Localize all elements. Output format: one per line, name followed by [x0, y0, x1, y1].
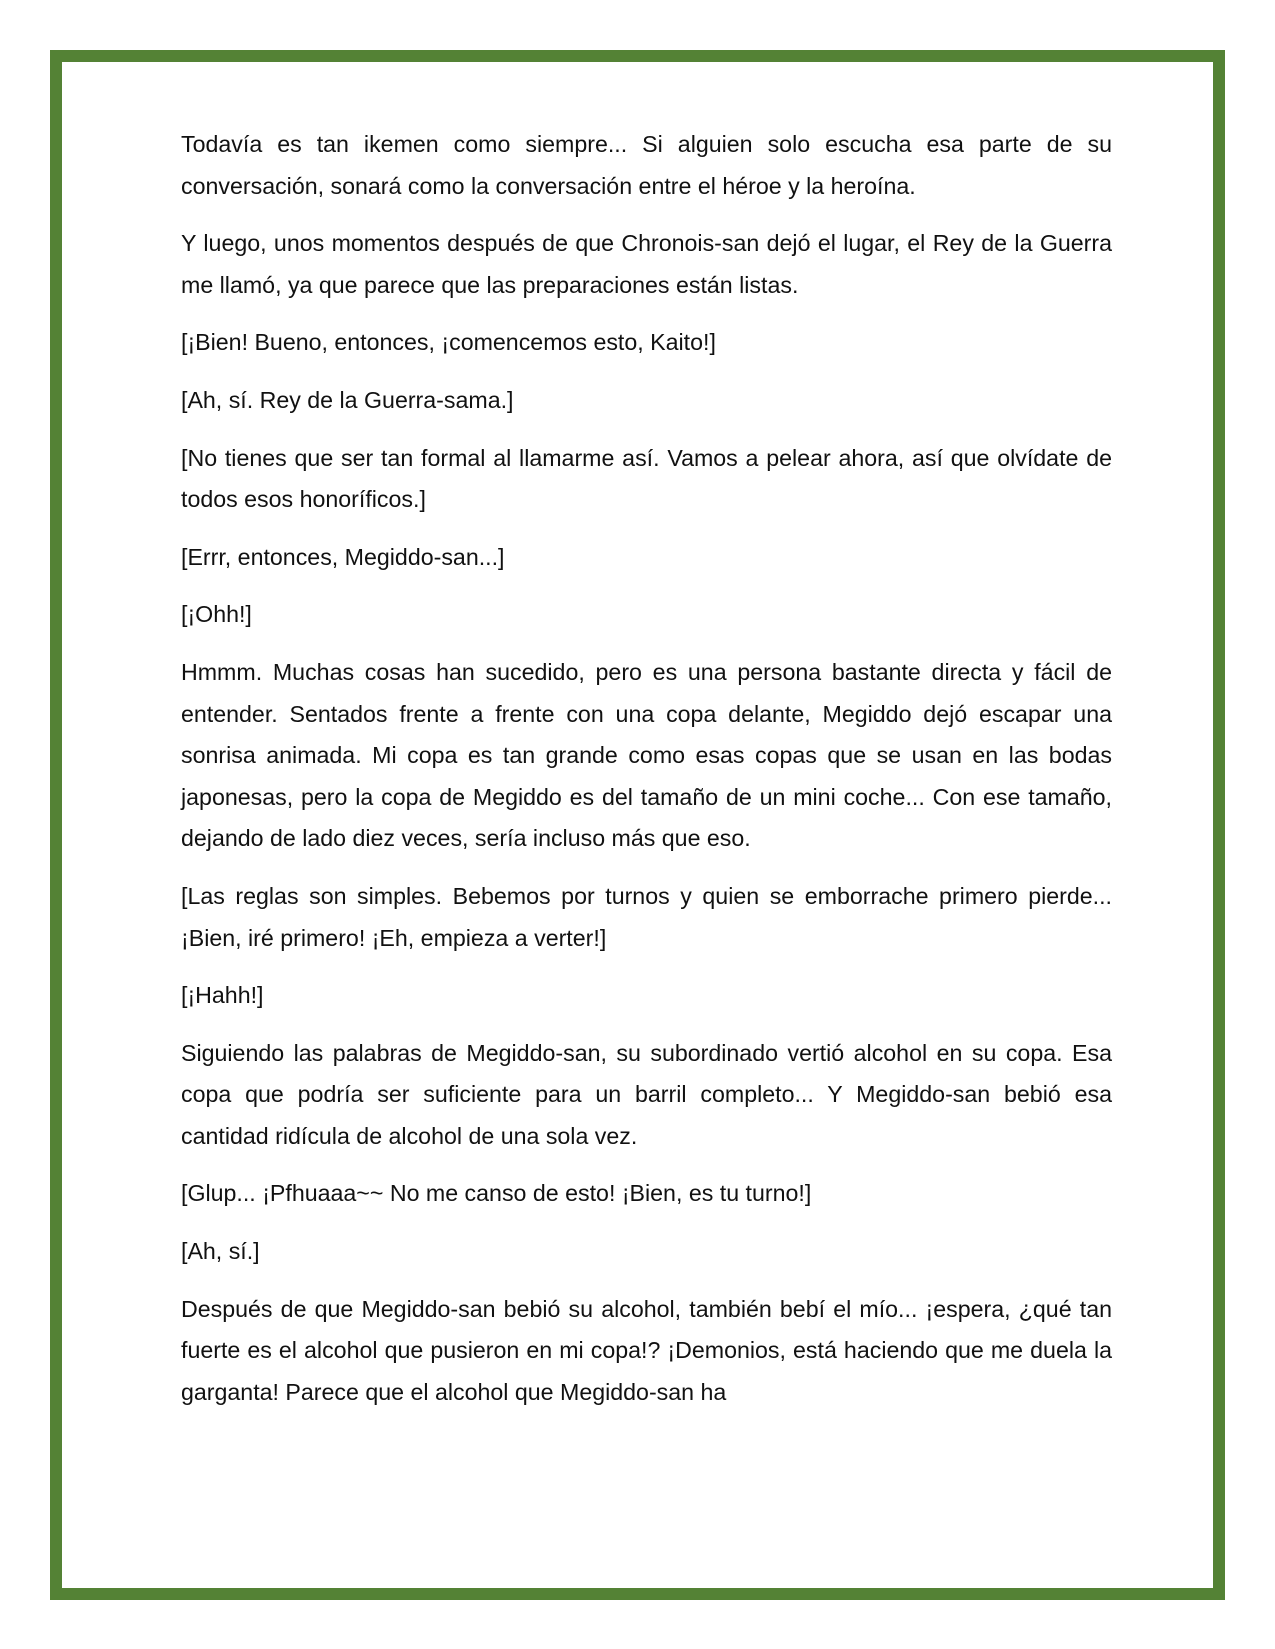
dialogue-line: [Errr, entonces, Megiddo-san...]	[181, 543, 505, 570]
paragraph: Después de que Megiddo-san bebió su alcohol, también bebí el mío... ¡espera, ¿qué tan fuerte es el alcohol que pusieron en mi copa!? ¡Demonios, está haciendo que me duela la garganta! Parece que el alcohol que Megiddo-san ha	[181, 1295, 1112, 1405]
dialogue-line: [Glup... ¡Pfhuaaa~~ No me canso de esto! ¡Bien, es tu turno!]	[181, 1180, 812, 1207]
paragraph: Todavía es tan ikemen como siempre... Si alguien solo escucha esa parte de su conversación, sonará como la conversación entre el héroe y la heroína.	[181, 131, 1112, 199]
dialogue-line: [No tienes que ser tan formal al llamarme así. Vamos a pelear ahora, así que olvídate de todos esos honoríficos.]	[181, 444, 1112, 513]
dialogue-line: [¡Bien! Bueno, entonces, ¡comencemos esto, Kaito!]	[181, 329, 716, 356]
dialogue-line: [Ah, sí. Rey de la Guerra-sama.]	[181, 386, 514, 413]
page-border-frame	[50, 50, 1225, 1600]
dialogue-line: [¡Ohh!]	[181, 601, 252, 628]
dialogue-line: [Las reglas son simples. Bebemos por turnos y quien se emborrache primero pierde... ¡Bien, iré primero! ¡Eh, empieza a verter!]	[181, 882, 1112, 951]
paragraph: Y luego, unos momentos después de que Chronois-san dejó el lugar, el Rey de la Guerra me llamó, ya que parece que las preparaciones están listas.	[181, 230, 1112, 298]
dialogue-line: [¡Hahh!]	[181, 982, 264, 1009]
paragraph: Hmmm. Muchas cosas han sucedido, pero es una persona bastante directa y fácil de entender. Sentados frente a frente con una copa delante, Megiddo dejó escapar una sonrisa animada. Mi copa es tan grande como esas copas que se usan en las bodas japonesas, pero la copa de Megiddo es del tamaño de un mini coche... Con ese tamaño, dejando de lado diez veces, sería incluso más que eso.	[181, 658, 1112, 852]
paragraph: Siguiendo las palabras de Megiddo-san, su subordinado vertió alcohol en su copa. Esa copa que podría ser suficiente para un barril completo... Y Megiddo-san bebió esa cantidad ridícula de alcohol de una sola vez.	[181, 1039, 1112, 1149]
page-body	[181, 124, 1112, 1429]
dialogue-line: [Ah, sí.]	[181, 1238, 260, 1265]
